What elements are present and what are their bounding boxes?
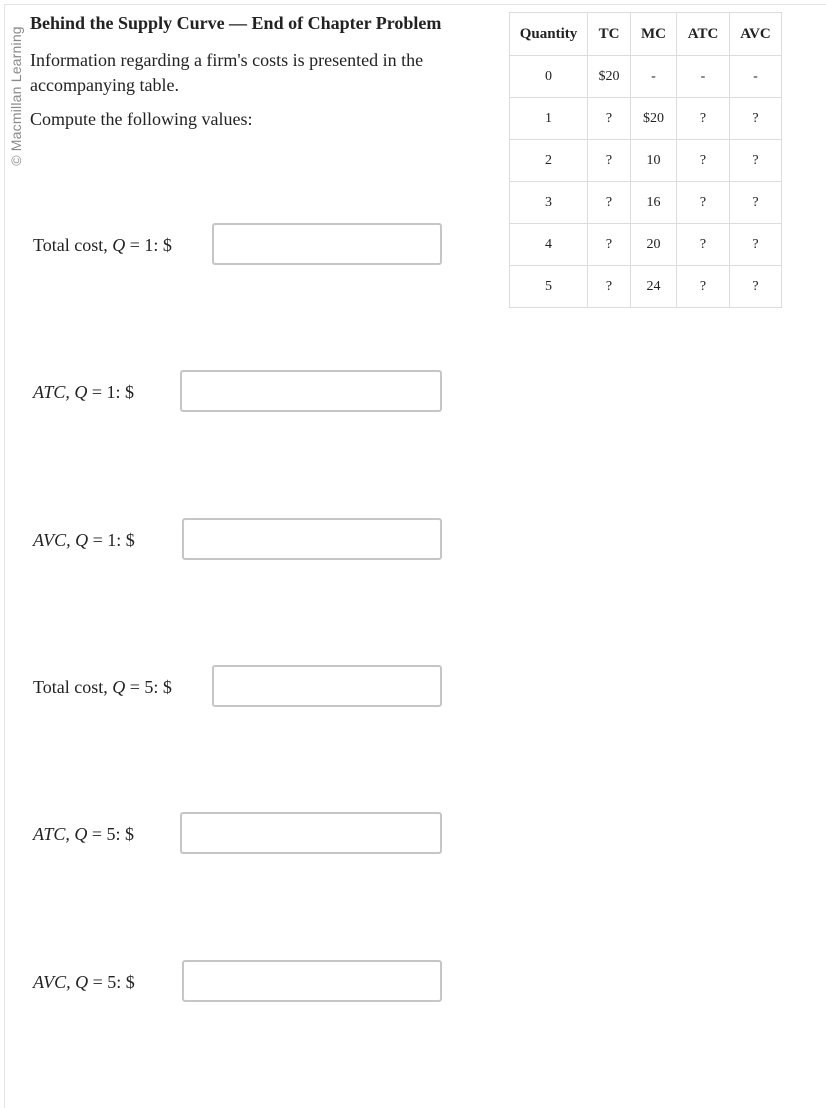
question-label	[33, 382, 134, 403]
table-row	[510, 98, 782, 140]
answer-input-total-cost-q1[interactable]	[212, 223, 442, 265]
col-header-quantity: Quantity	[510, 13, 588, 56]
question-variable: Q	[112, 235, 126, 255]
cell-quantity: 2	[510, 140, 588, 182]
watermark-text: © Macmillan Learning	[8, 26, 25, 166]
table-row	[510, 266, 782, 308]
cell-atc: ?	[677, 182, 730, 224]
cell-avc: ?	[730, 266, 782, 308]
question-variable: Q	[74, 382, 88, 402]
cell-quantity: 4	[510, 224, 588, 266]
cell-atc: ?	[677, 98, 730, 140]
cell-tc: ?	[588, 266, 631, 308]
question-variable: Q	[112, 677, 126, 697]
answer-input-avc-q1[interactable]	[182, 518, 442, 560]
cell-tc: ?	[588, 182, 631, 224]
table-row	[510, 224, 782, 266]
question-variable: Q	[75, 972, 89, 992]
col-header-mc: MC	[631, 13, 677, 56]
cell-avc: -	[730, 56, 782, 98]
col-header-tc: TC	[588, 13, 631, 56]
cell-tc: $20	[588, 56, 631, 98]
cell-quantity: 3	[510, 182, 588, 224]
cell-quantity: 5	[510, 266, 588, 308]
problem-intro: Information regarding a firm's costs is presented in the accompanying table.	[30, 50, 424, 95]
cell-atc: ?	[677, 266, 730, 308]
table-row	[510, 56, 782, 98]
cell-atc: ?	[677, 140, 730, 182]
answer-input-atc-q1[interactable]	[180, 370, 442, 412]
cell-avc: ?	[730, 182, 782, 224]
question-prefix: AVC,	[33, 530, 76, 550]
problem-instruction: Compute the following values:	[30, 109, 253, 129]
cell-quantity: 0	[510, 56, 588, 98]
cell-avc: ?	[730, 224, 782, 266]
question-suffix: = 1: $	[125, 235, 172, 255]
cell-mc: 24	[631, 266, 677, 308]
table-row	[510, 182, 782, 224]
cell-quantity: 1	[510, 98, 588, 140]
question-suffix: = 5: $	[88, 972, 135, 992]
question-suffix: = 1: $	[87, 382, 134, 402]
page-title: Behind the Supply Curve — End of Chapter Problem	[30, 13, 442, 33]
cell-mc: $20	[631, 98, 677, 140]
question-prefix: ATC,	[33, 824, 75, 844]
cell-avc: ?	[730, 140, 782, 182]
table-header-row	[510, 13, 782, 56]
answer-input-atc-q5[interactable]	[180, 812, 442, 854]
question-variable: Q	[74, 824, 88, 844]
question-label	[33, 972, 135, 993]
cell-atc: -	[677, 56, 730, 98]
table-row	[510, 140, 782, 182]
cell-mc: 16	[631, 182, 677, 224]
question-label	[33, 530, 135, 551]
cell-mc: -	[631, 56, 677, 98]
col-header-atc: ATC	[677, 13, 730, 56]
cell-tc: ?	[588, 98, 631, 140]
question-variable: Q	[75, 530, 89, 550]
cost-table	[509, 12, 782, 308]
question-label	[33, 235, 172, 256]
cell-atc: ?	[677, 224, 730, 266]
question-prefix: Total cost,	[33, 677, 113, 697]
question-prefix: ATC,	[33, 382, 75, 402]
copyright-watermark	[1, 20, 31, 172]
cell-mc: 10	[631, 140, 677, 182]
cell-avc: ?	[730, 98, 782, 140]
cell-tc: ?	[588, 140, 631, 182]
question-label	[33, 677, 172, 698]
answer-input-total-cost-q5[interactable]	[212, 665, 442, 707]
question-suffix: = 5: $	[125, 677, 172, 697]
col-header-avc: AVC	[730, 13, 782, 56]
question-prefix: AVC,	[33, 972, 76, 992]
question-suffix: = 1: $	[88, 530, 135, 550]
question-label	[33, 824, 134, 845]
answer-input-avc-q5[interactable]	[182, 960, 442, 1002]
cell-mc: 20	[631, 224, 677, 266]
cell-tc: ?	[588, 224, 631, 266]
question-prefix: Total cost,	[33, 235, 113, 255]
question-suffix: = 5: $	[87, 824, 134, 844]
